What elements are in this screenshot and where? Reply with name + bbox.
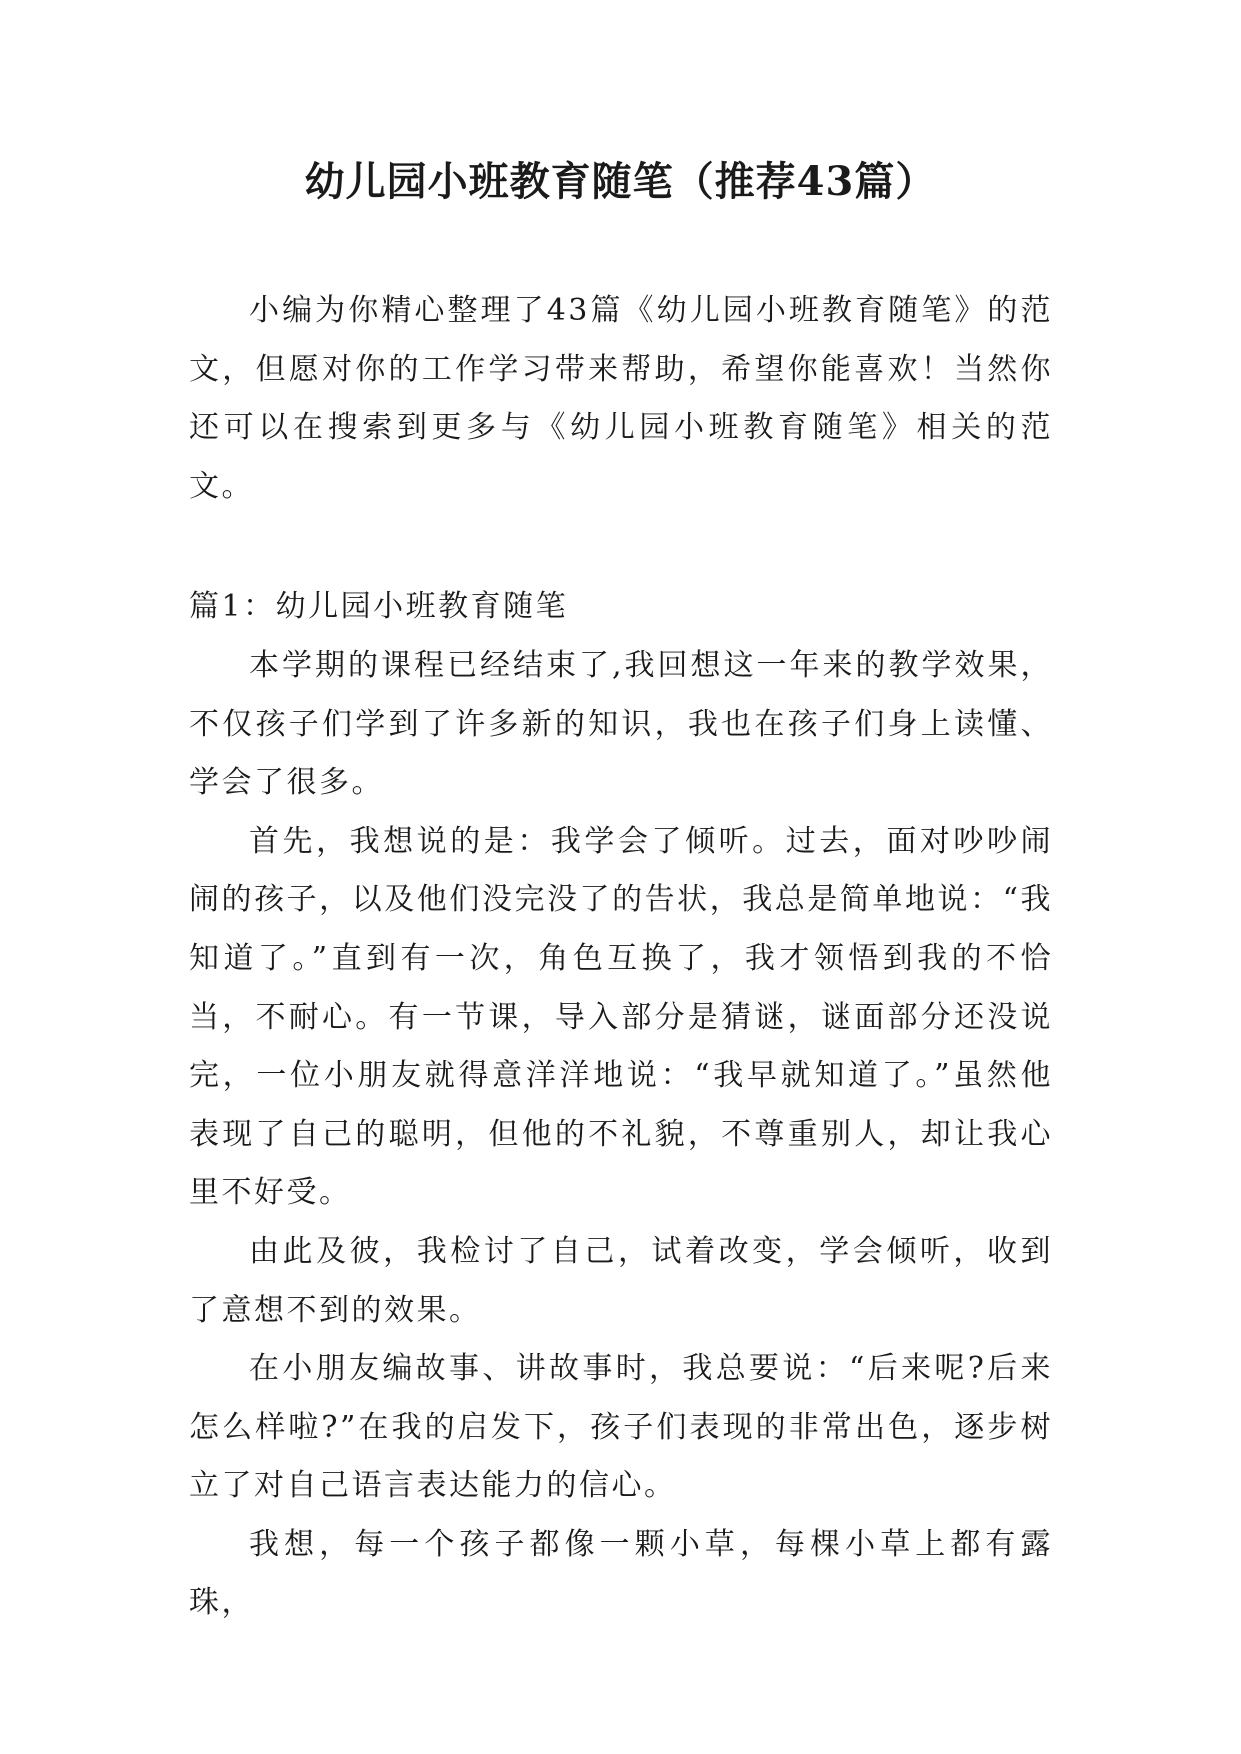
body-paragraph: 在小朋友编故事、讲故事时，我总要说：“后来呢?后来怎么样啦?”在我的启发下，孩子们表现的非常出色，逐步树立了对自己语言表达能力的信心。 — [189, 1351, 1053, 1504]
body-paragraph: 首先，我想说的是：我学会了倾听。过去，面对吵吵闹闹的孩子，以及他们没完没了的告状，我总是简单地说：“我知道了。”直到有一次，角色互换了，我才领悟到我的不恰当，不耐心。有一节课，导入部分是猜谜，谜面部分还没说完，一位小朋友就得意洋洋地说：“我早就知道了。”虽然他表现了自己的聪明，但他的不礼貌，不尊重别人，却让我心里不好受。 — [189, 823, 1053, 1211]
body-paragraph: 我想，每一个孩子都像一颗小草，每棵小草上都有露珠， — [189, 1526, 1053, 1621]
body-paragraph: 由此及彼，我检讨了自己，试着改变，学会倾听，收到了意想不到的效果。 — [189, 1233, 1053, 1328]
body-paragraph: 本学期的课程已经结束了,我回想这一年来的教学效果，不仅孩子们学到了许多新的知识，我也在孩子们身上读懂、学会了很多。 — [189, 647, 1053, 801]
section-heading: 篇1：幼儿园小班教育随笔 — [189, 589, 569, 625]
document-body — [189, 282, 1053, 1633]
intro-paragraph: 小编为你精心整理了43篇《幼儿园小班教育随笔》的范文，但愿对你的工作学习带来帮助，希望你能喜欢！当然你还可以在搜索到更多与《幼儿园小班教育随笔》相关的范文。 — [189, 293, 1053, 504]
document-title: 幼儿园小班教育随笔（推荐43篇） — [304, 158, 937, 205]
